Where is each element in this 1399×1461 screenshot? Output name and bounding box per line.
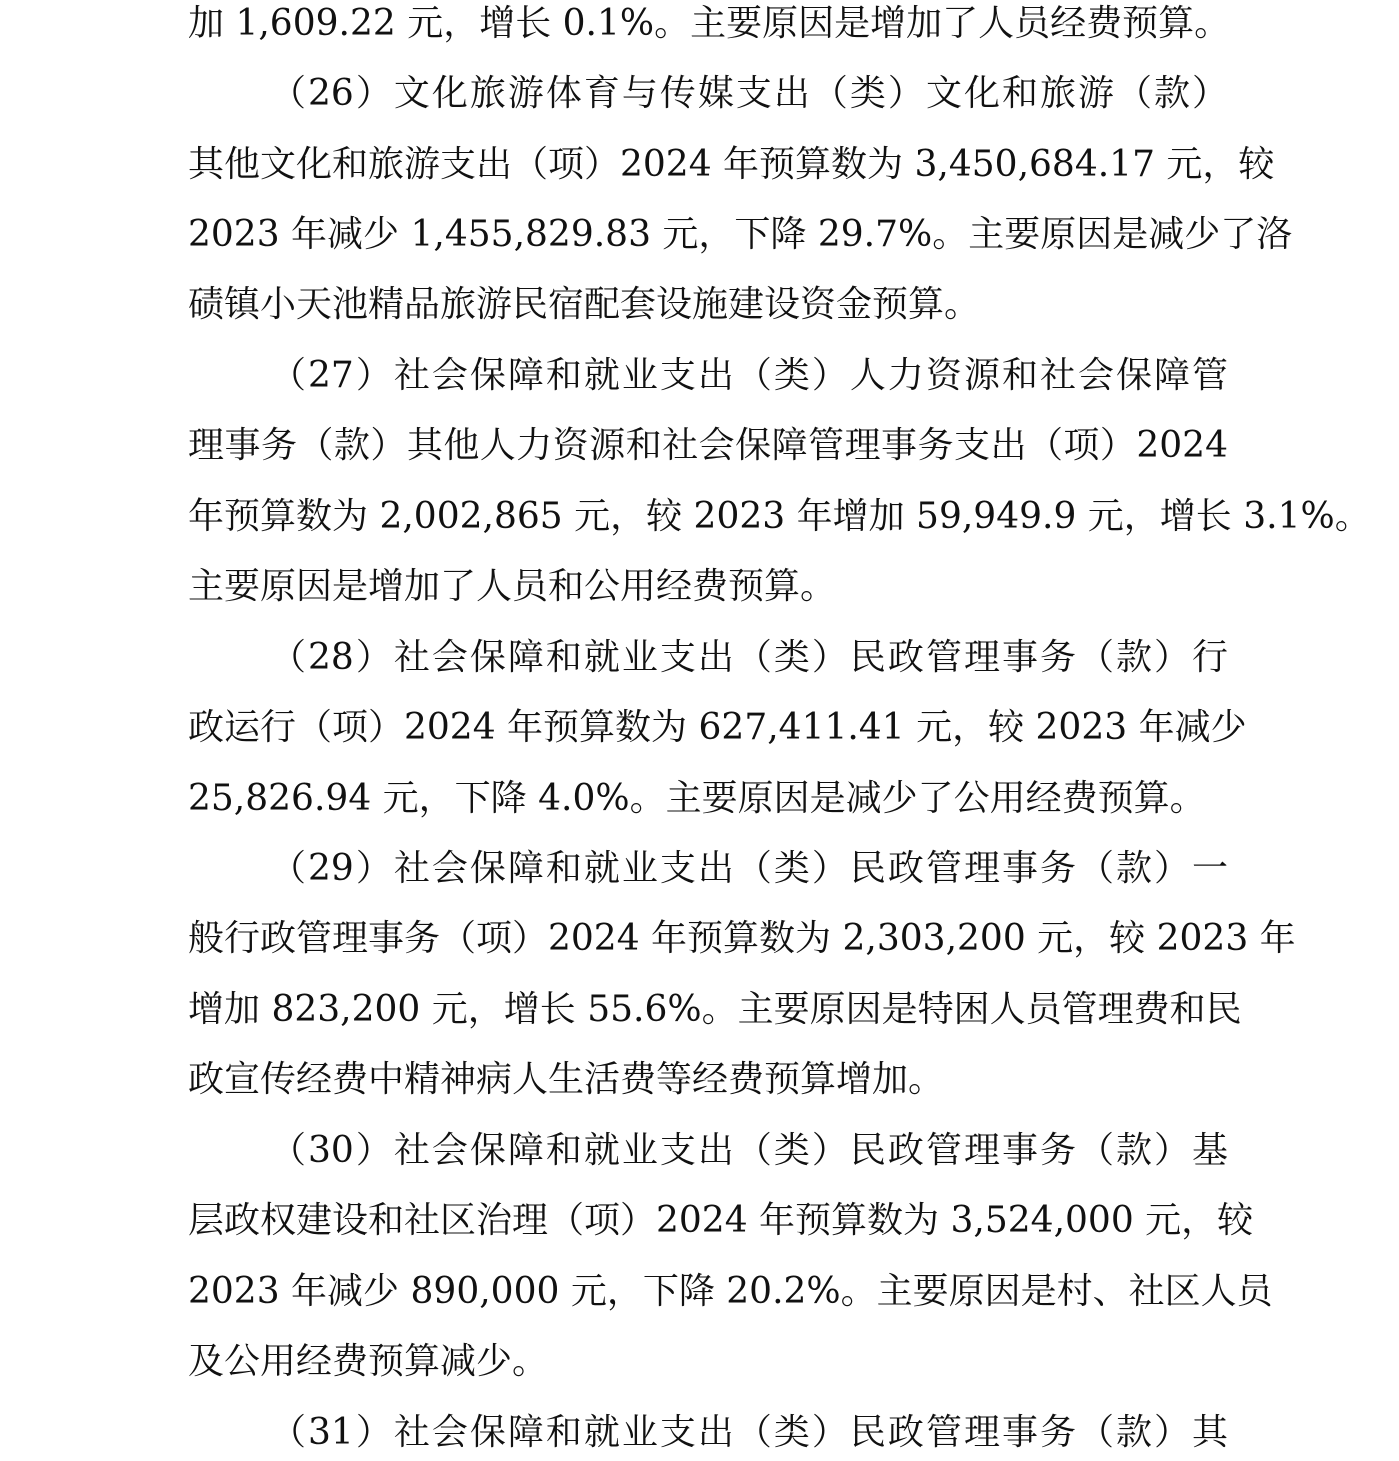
text-line: 理事务（款）其他人力资源和社会保障管理事务支出（项）2024 (188, 425, 1228, 466)
text-line: 及公用经费预算减少。 (188, 1341, 549, 1382)
paragraph-heading-28: （28）社会保障和就业支出（类）民政管理事务（款）行 (270, 637, 1228, 678)
text-line: 层政权建设和社区治理（项）2024 年预算数为 3,524,000 元，较 (188, 1200, 1254, 1241)
text-line: 2023 年减少 1,455,829.83 元，下降 29.7%。主要原因是减少了洛 (188, 214, 1293, 255)
text-line: 政运行（项）2024 年预算数为 627,411.41 元，较 2023 年减少 (188, 707, 1247, 748)
text-line: 碛镇小天池精品旅游民宿配套设施建设资金预算。 (188, 284, 981, 325)
text-line: 增加 823,200 元，增长 55.6%。主要原因是特困人员管理费和民 (188, 989, 1242, 1030)
text-line: 2023 年减少 890,000 元，下降 20.2%。主要原因是村、社区人员 (188, 1271, 1273, 1312)
text-line: 25,826.94 元，下降 4.0%。主要原因是减少了公用经费预算。 (188, 778, 1206, 819)
paragraph-heading-30: （30）社会保障和就业支出（类）民政管理事务（款）基 (270, 1130, 1228, 1171)
text-line: 主要原因是增加了人员和公用经费预算。 (188, 566, 837, 607)
paragraph-heading-29: （29）社会保障和就业支出（类）民政管理事务（款）一 (270, 848, 1228, 889)
text-line: 年预算数为 2,002,865 元，较 2023 年增加 59,949.9 元，增长 3.1%。 (188, 496, 1371, 537)
text-line: 其他文化和旅游支出（项）2024 年预算数为 3,450,684.17 元，较 (188, 144, 1275, 185)
text-line: 加 1,609.22 元，增长 0.1%。主要原因是增加了人员经费预算。 (188, 3, 1231, 44)
paragraph-heading-31: （31）社会保障和就业支出（类）民政管理事务（款）其 (270, 1412, 1228, 1453)
paragraph-heading-26: （26）文化旅游体育与传媒支出（类）文化和旅游（款） (270, 73, 1228, 114)
text-line: 般行政管理事务（项）2024 年预算数为 2,303,200 元，较 2023 年 (188, 918, 1296, 959)
paragraph-heading-27: （27）社会保障和就业支出（类）人力资源和社会保障管 (270, 355, 1228, 396)
text-line: 政宣传经费中精神病人生活费等经费预算增加。 (188, 1059, 945, 1100)
